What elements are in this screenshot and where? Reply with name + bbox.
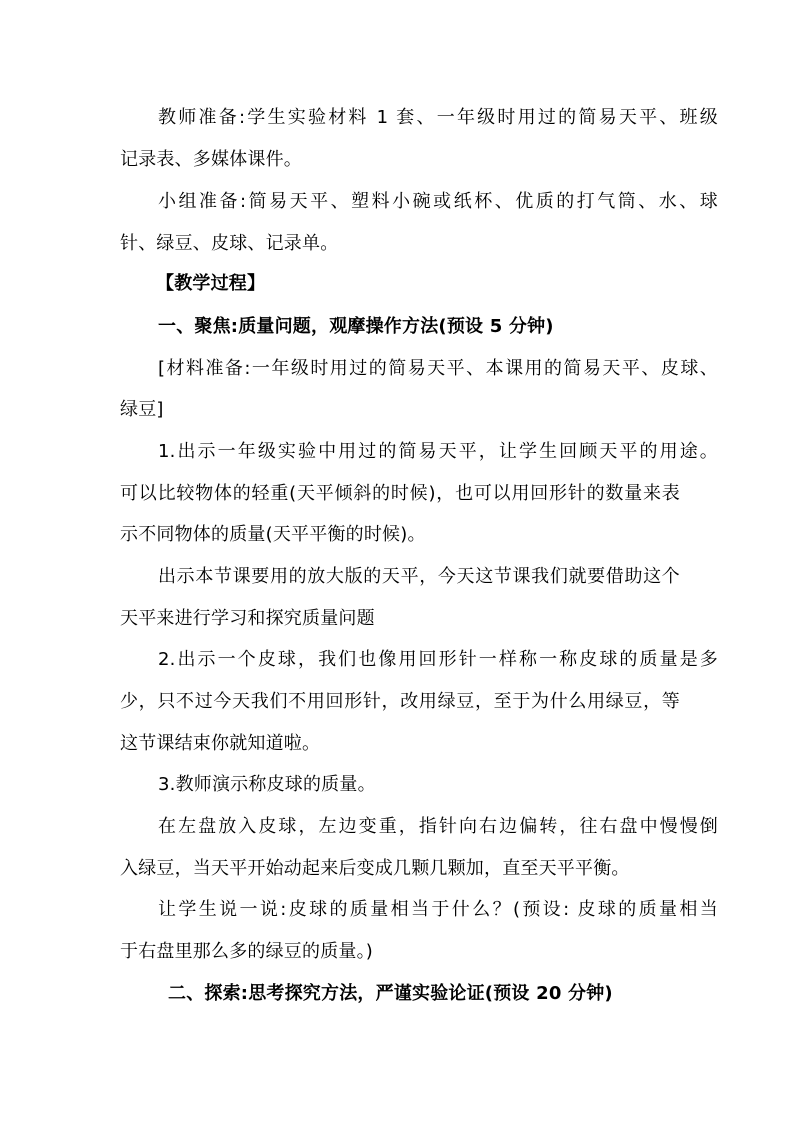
paragraph-teacher-prep-line-1: 教师准备:学生实验材料 1 套、一年级时用过的简易天平、班级 [158, 107, 718, 128]
paragraph-student-talk-line-1: 让学生说一说:皮球的质量相当于什么？(预设: 皮球的质量相当 [158, 899, 718, 920]
paragraph-group-prep-line-1: 小组准备:简易天平、塑料小碗或纸杯、优质的打气筒、水、球 [158, 191, 718, 212]
paragraph-enlarged-balance-line-2: 天平来进行学习和探究质量问题 [120, 608, 375, 629]
paragraph-materials-line-1: [材料准备:一年级时用过的简易天平、本课用的简易天平、皮球、 [158, 358, 718, 379]
paragraph-teacher-prep-line-2: 记录表、多媒体课件。 [120, 149, 302, 170]
paragraph-step1-line-3: 示不同物体的质量(天平平衡的时候)。 [120, 524, 426, 545]
paragraph-materials-line-2: 绿豆] [120, 399, 164, 420]
paragraph-student-talk-line-2: 于右盘里那么多的绿豆的质量。) [120, 941, 374, 962]
section-heading-explore: 二、探索:思考探究方法，严谨实验论证(预设 20 分钟) [168, 983, 613, 1004]
paragraph-step2-line-2: 少，只不过今天我们不用回形针，改用绿豆，至于为什么用绿豆，等 [120, 691, 680, 712]
paragraph-step2-line-3: 这节课结束你就知道啦。 [120, 733, 321, 754]
paragraph-step3: 3.教师演示称皮球的质量。 [158, 774, 376, 795]
paragraph-enlarged-balance-line-1: 出示本节课要用的放大版的天平，今天这节课我们就要借助这个 [158, 566, 680, 587]
section-heading-focus: 一、聚焦:质量问题，观摩操作方法(预设 5 分钟) [158, 316, 554, 337]
paragraph-group-prep-line-2: 针、绿豆、皮球、记录单。 [120, 233, 339, 254]
section-heading-teaching-process: 【教学过程】 [156, 273, 266, 294]
paragraph-demo-line-2: 入绿豆，当天平开始动起来后变成几颗几颗加，直至天平平衡。 [120, 858, 630, 879]
paragraph-step2-line-1: 2.出示一个皮球，我们也像用回形针一样称一称皮球的质量是多 [158, 649, 718, 670]
paragraph-step1-line-2: 可以比较物体的轻重(天平倾斜的时候)，也可以用回形针的数量来表 [120, 483, 680, 504]
paragraph-demo-line-1: 在左盘放入皮球，左边变重，指针向右边偏转，往右盘中慢慢倒 [158, 816, 718, 837]
paragraph-step1-line-1: 1.出示一年级实验中用过的简易天平，让学生回顾天平的用途。 [158, 441, 718, 462]
